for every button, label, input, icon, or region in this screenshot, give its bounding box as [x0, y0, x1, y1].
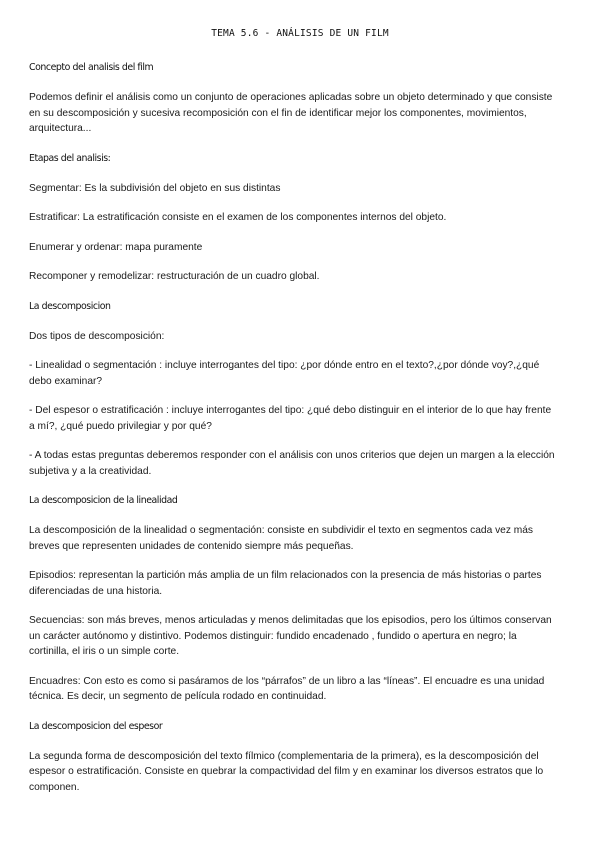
- heading-linealidad: La descomposicion de la linealidad: [29, 495, 178, 506]
- paragraph: Recomponer y remodelizar: restructuración de un cuadro global.: [29, 271, 320, 282]
- paragraph: - A todas estas preguntas deberemos responder con el análisis con unos criterios que dejen un margen a la elección subjetiva y a la creatividad.: [29, 450, 555, 477]
- page-title: TEMA 5.6 - ANÁLISIS DE UN FILM: [211, 28, 389, 39]
- paragraph: Episodios: representan la partición más amplia de un film relacionados con la presencia de más historias o partes diferenciadas de una historia.: [29, 570, 542, 597]
- heading-descomposicion: La descomposicion: [29, 300, 111, 312]
- paragraph: - Del espesor o estratificación : incluye interrogantes del tipo: ¿qué debo distinguir en el interior de lo que hay frente a mí?, ¿qué puedo privilegiar y por qué?: [29, 405, 552, 432]
- heading-espesor: La descomposicion del espesor: [29, 720, 163, 732]
- paragraph: Secuencias: son más breves, menos articuladas y menos delimitadas que los episodios, pero los últimos conservan un carácter autónomo y distintivo. Podemos distinguir: fundido encadenado , fundido o apertura en negro; la cortinilla, el iris o un simple corte.: [29, 615, 552, 657]
- paragraph: - Linealidad o segmentación : incluye interrogantes del tipo: ¿por dónde entro en el texto?,¿por dónde voy?,¿qué debo examinar?: [29, 360, 540, 387]
- heading-etapas: Etapas del analisis:: [29, 152, 111, 164]
- paragraph: Encuadres: Con esto es como si pasáramos de los “párrafos” de un libro a las “líneas”. El encuadre es una unidad técnica. Es decir, un segmento de película rodado en continuidad.: [29, 675, 545, 702]
- paragraph: Podemos definir el análisis como un conjunto de operaciones aplicadas sobre un objeto determinado y que consiste en su descomposición y sucesiva recomposición con el fin de identificar mejor los componentes, movimientos, arquitectura...: [29, 92, 553, 134]
- paragraph: La descomposición de la linealidad o segmentación: consiste en subdividir el texto en segmentos cada vez más breves que representen unidades de contenido siempre más pequeñas.: [29, 525, 534, 552]
- paragraph: Estratificar: La estratificación consiste en el examen de los componentes internos del objeto.: [29, 212, 447, 223]
- paragraph: Dos tipos de descomposición:: [29, 330, 165, 342]
- paragraph: Enumerar y ordenar: mapa puramente: [29, 241, 203, 253]
- document-body: [29, 60, 559, 795]
- paragraph: Segmentar: Es la subdivisión del objeto en sus distintas: [29, 182, 281, 194]
- paragraph: La segunda forma de descomposición del texto fílmico (complementaria de la primera), es la descomposición del espesor o estratificación. Consiste en quebrar la compactividad del film y en examinar los diversos estratos que lo componen.: [29, 750, 544, 793]
- heading-concepto: Concepto del analisis del film: [29, 62, 154, 73]
